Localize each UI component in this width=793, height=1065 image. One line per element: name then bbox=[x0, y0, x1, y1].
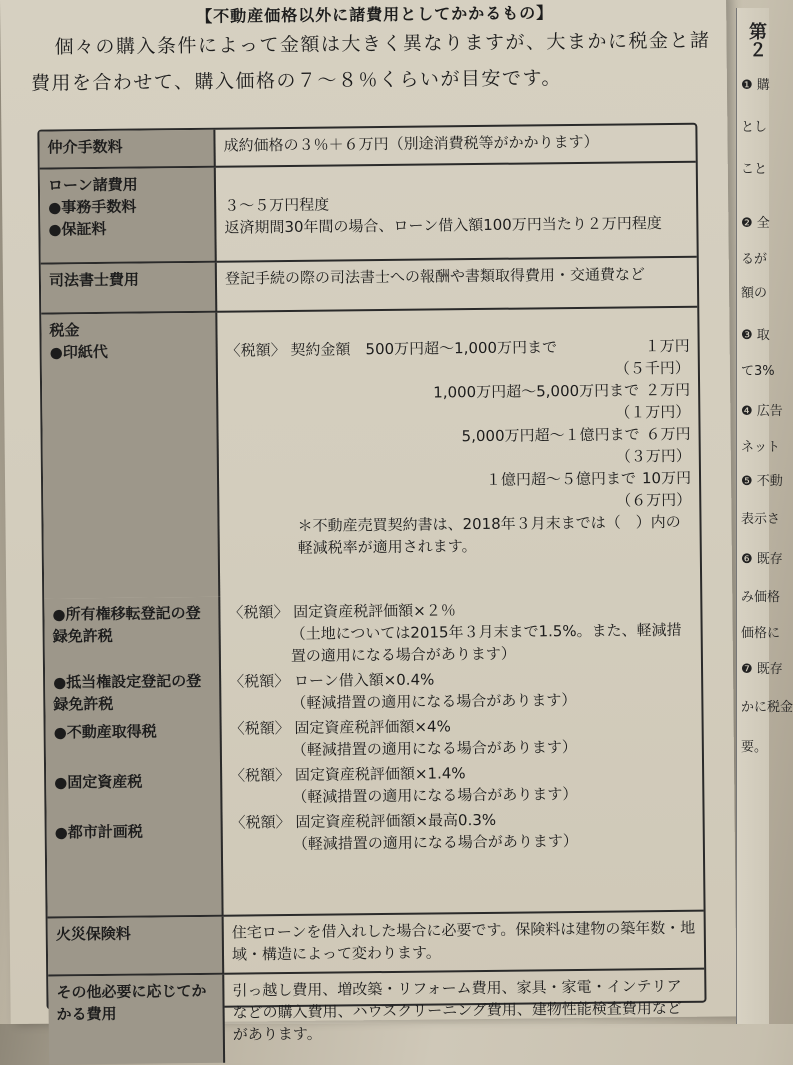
stamp-item: １億円超～５億円まで 10万円 bbox=[485, 468, 692, 489]
stamp-item: 1,000万円超～5,000万円まで ２万円 bbox=[433, 380, 691, 402]
tax-item: 〈税額〉 固定資産税評価額×２％ bbox=[228, 601, 456, 622]
tax-item: 〈税額〉 固定資産税評価額×最高0.3% bbox=[230, 810, 497, 832]
stamp-item: 〈税額〉 契約金額 500万円超～1,000万円まで １万円 bbox=[225, 336, 690, 360]
tax-item-note: （軽減措置の適用になる場合があります） bbox=[292, 784, 578, 806]
adjacent-line: 要。 bbox=[741, 740, 768, 755]
adjacent-line: ❺ 不動 bbox=[741, 474, 783, 489]
adjacent-line: ❷ 全 bbox=[741, 216, 770, 231]
row-content-scrivener: 登記手続の際の司法書士への報酬や書類取得費用・交通費など bbox=[217, 258, 697, 313]
tax-label-property: ●固定資産税 bbox=[54, 772, 143, 792]
adjacent-line: こと bbox=[741, 162, 768, 177]
row-label-brokerage: 仲介手数料 bbox=[39, 130, 215, 170]
loan-sub-fee: ●事務手数料 bbox=[48, 197, 137, 217]
tax-item-note: （軽減措置の適用になる場合があります） bbox=[291, 738, 577, 759]
adjacent-line: ❸ 取 bbox=[741, 328, 770, 343]
row-label-scrivener: 司法書士費用 bbox=[41, 263, 218, 315]
cost-table bbox=[37, 123, 706, 1044]
row-label-other: その他必要に応じてかかる費用 bbox=[48, 975, 225, 1065]
tax-label-acquisition: ●不動産取得税 bbox=[53, 722, 157, 742]
row-label-other-taxes bbox=[44, 597, 223, 919]
row-label-loan: ローン諸費用 ●事務手数料 ●保証料 bbox=[40, 168, 217, 265]
tax-item: 〈税額〉 ローン借入額×0.4% bbox=[229, 670, 435, 691]
row-content-other-taxes bbox=[220, 592, 703, 917]
adjacent-line: ネット bbox=[741, 440, 781, 455]
stamp-item: 5,000万円超～１億円まで ６万円 bbox=[461, 424, 691, 446]
adjacent-line: ❹ 広告 bbox=[741, 404, 783, 419]
adjacent-line: ❻ 既存 bbox=[741, 552, 783, 567]
section-heading: 【不動産価格以外に諸費用としてかかるもの】 bbox=[196, 3, 554, 26]
tax-stamp-label: ●印紙代 bbox=[49, 342, 108, 362]
adjacent-line: ❶ 購 bbox=[741, 78, 770, 93]
tax-item: 〈税額〉 固定資産税評価額×4% bbox=[229, 717, 451, 738]
row-content-fire: 住宅ローンを借入れした場合に必要です。保険料は建物の築年数・地域・構造によって変わります。 bbox=[224, 912, 705, 975]
tax-label-transfer: ●所有権移転登記の登録免許税 bbox=[52, 603, 201, 646]
adjacent-page-title: 第２ bbox=[746, 22, 767, 58]
loan-guarantee-text: 返済期間30年間の場合、ローン借入額100万円当たり２万円程度 bbox=[224, 214, 662, 237]
adjacent-line: ❼ 既存 bbox=[741, 662, 783, 677]
adjacent-line: て3% bbox=[741, 364, 775, 379]
tax-item-note: （土地については2015年３月末まで1.5%。また、軽減措置の適用になる場合があります） bbox=[290, 620, 682, 665]
adjacent-line: かに税金 bbox=[741, 700, 793, 715]
row-label-tax: 税金 ●印紙代 bbox=[41, 313, 220, 599]
stamp-note: ＊不動産売買契約書は、2018年３月末までは（ ）内の軽減税率が適用されます。 bbox=[297, 512, 681, 557]
tax-item-note: （軽減措置の適用になる場合があります） bbox=[291, 691, 577, 712]
adjacent-line: 額の bbox=[741, 286, 768, 301]
adjacent-line: とし bbox=[741, 120, 768, 135]
adjacent-line: 価格に bbox=[741, 626, 781, 641]
stamp-tax-list bbox=[226, 335, 692, 560]
tax-item: 〈税額〉 固定資産税評価額×1.4% bbox=[230, 764, 466, 785]
adjacent-line: るが bbox=[741, 252, 768, 267]
stamp-item-reduced: （５千円） bbox=[614, 358, 690, 378]
tax-item-note: （軽減措置の適用になる場合があります） bbox=[292, 831, 578, 853]
row-content-brokerage: 成約価格の３％＋６万円（別途消費税等がかかります） bbox=[215, 125, 695, 168]
stamp-item-reduced: （６万円） bbox=[616, 490, 692, 510]
intro-paragraph: 個々の購入条件によって金額は大きく異なりますが、大まかに税金と諸費用を合わせて、購入価格の７～８％くらいが目安です。 bbox=[30, 29, 711, 95]
loan-fee-text: ３～５万円程度 bbox=[224, 195, 330, 215]
row-content-loan bbox=[216, 163, 697, 263]
adjacent-line: 表示さ bbox=[741, 512, 781, 527]
stamp-item-reduced: （３万円） bbox=[615, 446, 691, 466]
row-content-stamp bbox=[217, 308, 700, 597]
tax-label-city: ●都市計画税 bbox=[54, 822, 143, 842]
tax-label-mortgage: ●抵当権設定登記の登録免許税 bbox=[53, 671, 202, 714]
adjacent-page bbox=[736, 8, 793, 1024]
row-content-other: 引っ越し費用、増改築・リフォーム費用、家具・家電・インテリアなどの購入費用、ハウスクリーニング費用、建物性能検査費用などがあります。 bbox=[232, 976, 682, 1044]
adjacent-line: み価格 bbox=[741, 590, 781, 605]
loan-sub-guarantee: ●保証料 bbox=[48, 219, 107, 239]
stamp-item-reduced: （１万円） bbox=[615, 402, 691, 422]
row-label-fire: 火災保険料 bbox=[48, 917, 225, 977]
